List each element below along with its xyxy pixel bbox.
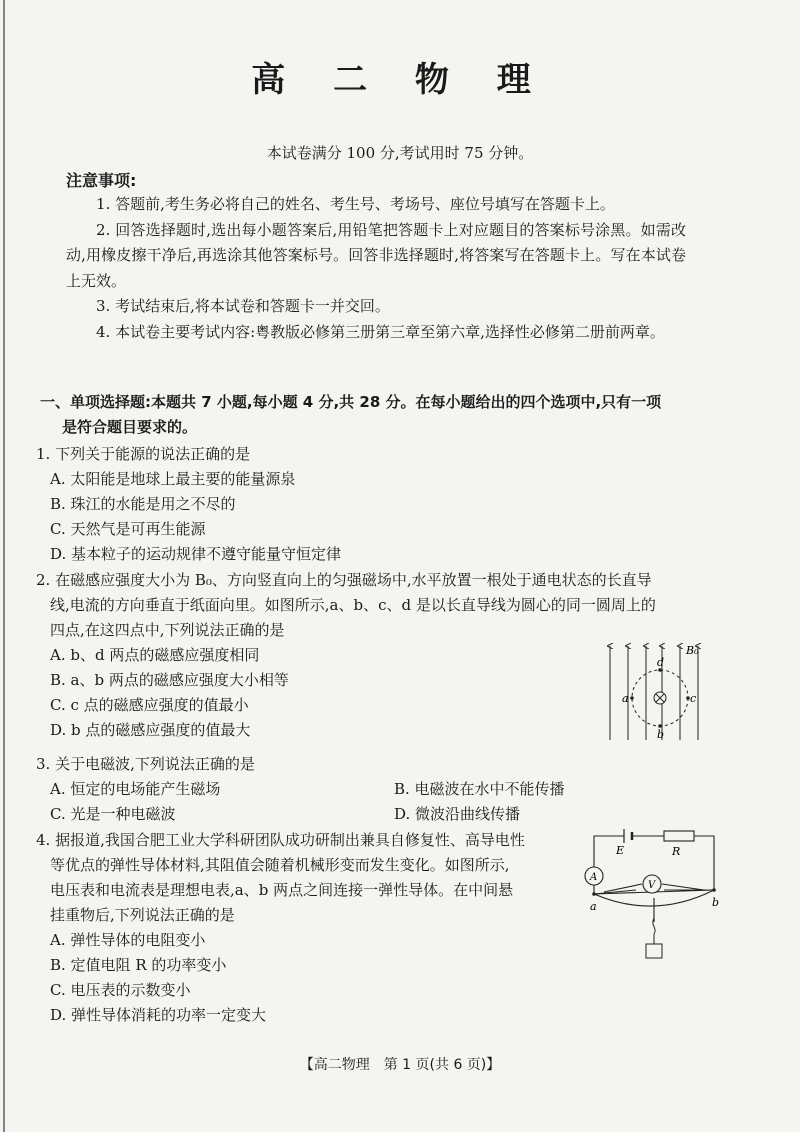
option-b: B. 定值电阻 R 的功率变小 [50,956,227,974]
node-b [712,888,716,892]
option-b: B. 电磁波在水中不能传播 [394,780,565,798]
option-c: C. 天然气是可再生能源 [50,520,206,538]
label-r: R [672,845,681,858]
wire-into-page-icon [654,692,666,704]
question-1 [36,442,736,567]
label-a: a [590,900,597,913]
notes-list [66,192,686,345]
notes-heading: 注意事项: [66,171,137,190]
battery-icon [624,829,632,843]
option-a: A. b、d 两点的磁感应强度相同 [50,646,260,664]
question-3 [36,752,736,827]
hanging-weight [646,918,662,958]
page-title: 高 二 物 理 [251,60,549,100]
question-stem: 3. 关于电磁波,下列说法正确的是 [36,755,255,773]
label-b: b [712,896,720,909]
option-a: A. 太阳能是地球上最主要的能量源泉 [50,470,296,488]
question-stem: 1. 下列关于能源的说法正确的是 [36,445,251,463]
label-b0: B₀ [686,644,699,657]
question-stem [36,568,726,643]
stem-line: 挂重物后,下列说法正确的是 [50,906,235,924]
stem-line: 2. 在磁感应强度大小为 B₀、方向竖直向上的匀强磁场中,水平放置一根处于通电状态的长直导 [36,571,652,589]
stem-line: 电压表和电流表是理想电表,a、b 两点之间连接一弹性导体。在中间悬 [50,881,514,899]
stem-line: 等优点的弹性导体材料,其阻值会随着机械形变而发生变化。如图所示, [50,856,510,874]
option-a: A. 恒定的电场能产生磁场 [50,780,221,798]
label-b: b [657,728,665,741]
option-d: D. 微波沿曲线传播 [394,805,521,823]
note-item: 2. 回答选择题时,选出每小题答案后,用铅笔把答题卡上对应题目的答案标号涂黑。如需改动,用橡皮擦干净后,再选涂其他答案标号。回答非选择题时,将答案写在答题卡上。写在本试卷上无效。 [66,220,686,290]
exam-info: 本试卷满分 100 分,考试用时 75 分钟。 [266,144,534,162]
stem-line: 四点,在这四点中,下列说法正确的是 [50,621,285,639]
question-4 [36,828,596,1028]
note-item: 3. 考试结束后,将本试卷和答题卡一并交回。 [96,297,390,315]
label-d: d [657,656,665,669]
note-item: 4. 本试卷主要考试内容:粤教版必修第三册第三章至第六章,选择性必修第二册前两章。 [96,322,665,341]
question-stem [36,828,596,928]
magnetic-field-figure [598,640,718,744]
stem-line: 线,电流的方向垂直于纸面向里。如图所示,a、b、c、d 是以长直导线为圆心的同一圆周上的 [50,596,656,614]
option-b: B. 珠江的水能是用之不尽的 [50,495,236,513]
section-heading-line2: 是符合题目要求的。 [62,418,198,436]
circuit-figure [582,826,732,970]
option-b: B. a、b 两点的磁感应强度大小相等 [50,671,289,689]
section-heading-line1: 一、单项选择题:本题共 7 小题,每小题 4 分,共 28 分。在每小题给出的四个选项中,只有一项 [40,393,662,411]
node-a [592,892,596,896]
option-d: D. 弹性导体消耗的功率一定变大 [50,1006,267,1024]
voltmeter-label: V [648,880,656,891]
ammeter-icon [585,867,603,885]
page-footer: 【高二物理 第 1 页(共 6 页)】 [299,1057,501,1073]
option-a: A. 弹性导体的电阻变小 [50,931,206,949]
page-edge-line [3,0,5,1132]
stem-line: 4. 据报道,我国合肥工业大学科研团队成功研制出兼具自修复性、高导电性 [36,831,525,849]
option-c: C. c 点的磁感应强度的值最小 [50,696,249,714]
option-d: D. 基本粒子的运动规律不遵守能量守恒定律 [50,545,342,563]
option-c: C. 光是一种电磁波 [50,805,176,823]
section-heading [40,390,720,440]
label-e: E [616,844,625,857]
note-item: 1. 答题前,考生务必将自己的姓名、考生号、考场号、座位号填写在答题卡上。 [96,195,615,213]
point-a [630,696,634,700]
option-d: D. b 点的磁感应强度的值最大 [50,721,251,739]
label-c: c [690,692,697,705]
ammeter-label: A [590,872,598,883]
resistor-icon [664,831,694,841]
option-c: C. 电压表的示数变小 [50,981,191,999]
label-a: a [622,692,629,705]
